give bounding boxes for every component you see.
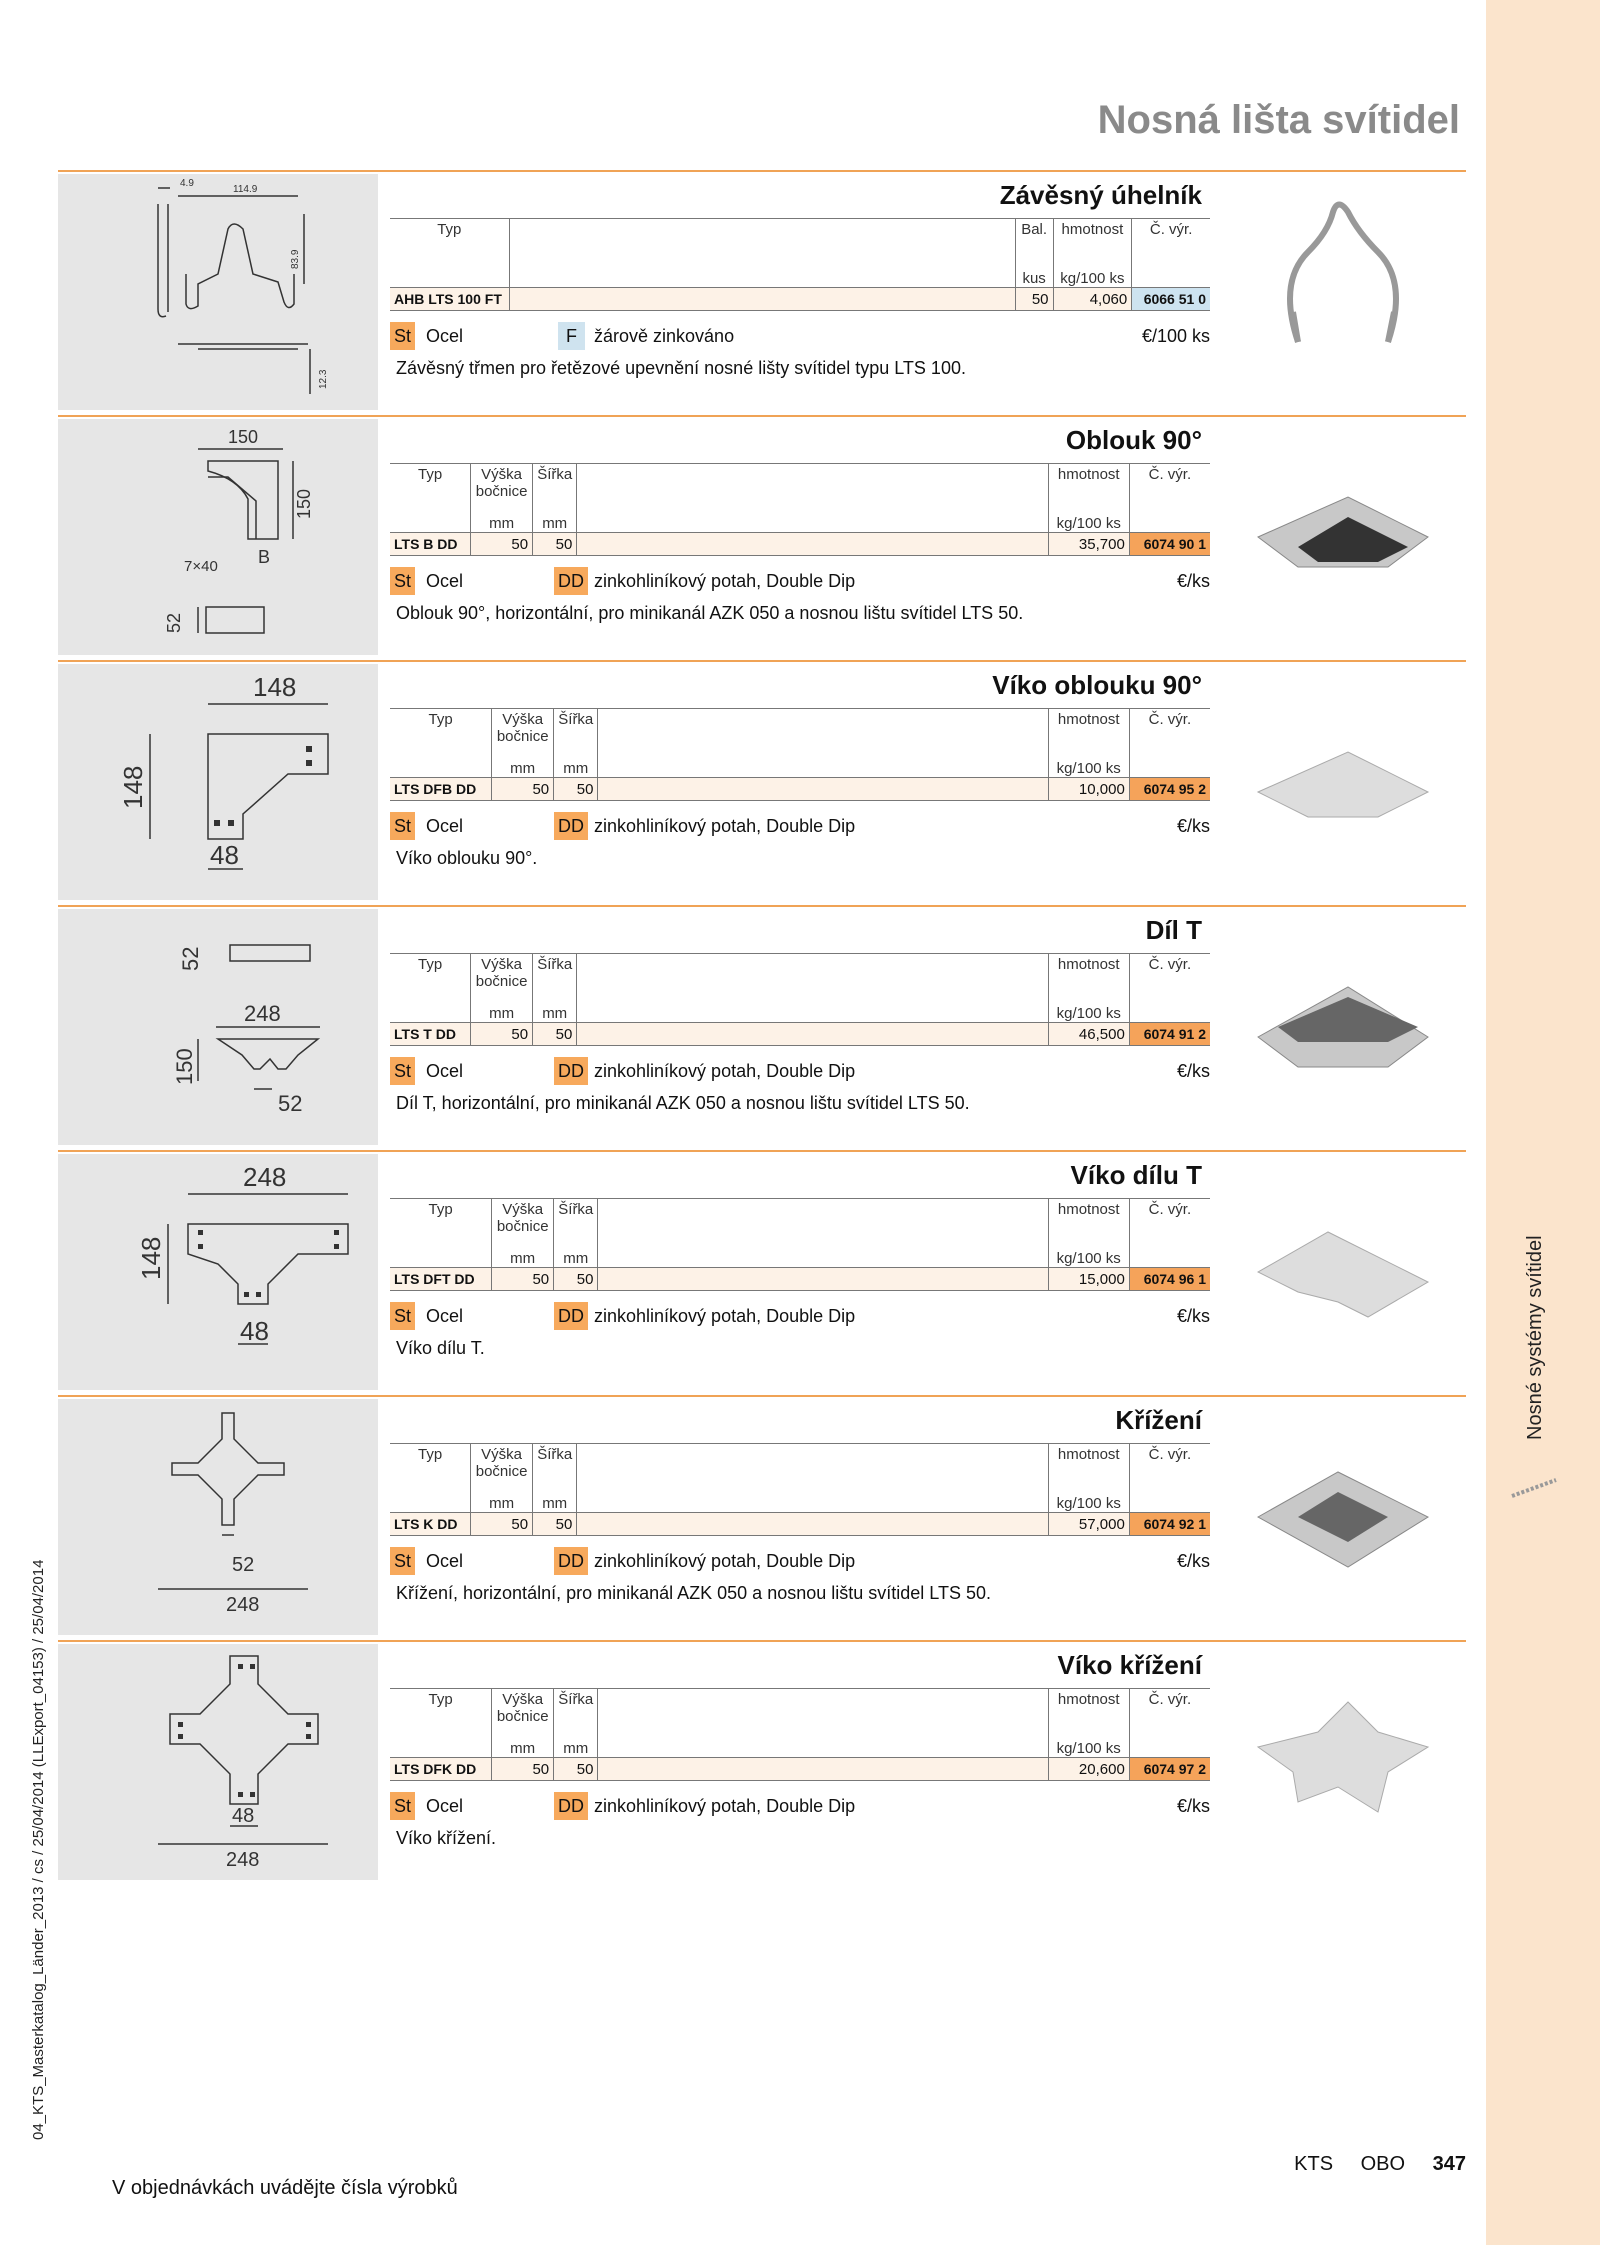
technical-drawing — [58, 174, 378, 410]
col-typ: Typ — [417, 466, 443, 483]
col-c3 — [598, 709, 1048, 760]
dim-label: 52 — [178, 946, 203, 971]
drawing-bend-cover — [58, 664, 378, 900]
material-text: Ocel — [426, 326, 464, 346]
col-vyska: Výška bočnice — [471, 1444, 533, 1495]
cell-bal: 50 — [1015, 288, 1053, 311]
col-cvyr: Č. výr. — [1129, 709, 1210, 760]
unit: mm — [533, 514, 577, 533]
dim-label: 7×40 — [184, 558, 218, 575]
unit: mm — [492, 759, 554, 778]
decorative-mark-icon — [1508, 1476, 1560, 1500]
finish-badge: DD — [554, 812, 588, 840]
unit: kg/100 ks — [1048, 1494, 1129, 1513]
cell — [598, 778, 1048, 801]
dim-label: 83.9 — [290, 249, 301, 269]
side-band — [1486, 0, 1600, 2245]
product-photo-bend — [1238, 437, 1448, 637]
dim-label: 114.9 — [233, 184, 258, 195]
material-badge: St — [390, 1302, 415, 1330]
finish-text: zinkohliníkový potah, Double Dip — [594, 571, 856, 591]
technical-drawing — [58, 1399, 378, 1635]
cell: 50 — [533, 533, 577, 556]
material-badge: St — [390, 812, 415, 840]
col-typ: Typ — [437, 221, 462, 238]
finish-badge: DD — [554, 567, 588, 595]
material-badge: St — [390, 1057, 415, 1085]
cell-article-number: 6074 92 1 — [1129, 1513, 1210, 1536]
material-row — [390, 812, 1210, 842]
table-row — [390, 1758, 1210, 1781]
dim-label: 12.3 — [318, 369, 329, 389]
col-typ: Typ — [428, 711, 453, 728]
drawing-cross — [58, 1399, 378, 1635]
unit: mm — [554, 1249, 598, 1268]
material-row — [390, 567, 1210, 597]
dim-label: 150 — [228, 427, 259, 447]
section-title: Křížení — [1115, 1405, 1202, 1435]
technical-drawing — [58, 1154, 378, 1390]
cell: 50 — [492, 778, 554, 801]
col-cvyr: Č. výr. — [1129, 1689, 1210, 1740]
col-hmotnost: hmotnost — [1048, 709, 1129, 760]
product-photo-cross-cover — [1238, 1662, 1448, 1862]
product-section — [58, 660, 1466, 909]
spec-table — [390, 708, 1210, 801]
table-row — [390, 288, 1210, 311]
table-row — [390, 1268, 1210, 1291]
section-title: Závěsný úhelník — [999, 180, 1202, 210]
spec-table — [390, 1198, 1210, 1291]
cell: 50 — [471, 1023, 533, 1046]
product-section — [58, 1395, 1466, 1644]
technical-drawing — [58, 909, 378, 1145]
price-unit: €/100 ks — [1141, 326, 1210, 346]
product-section — [58, 170, 1466, 419]
product-photo-t-cover — [1238, 1172, 1448, 1372]
cell: 50 — [492, 1758, 554, 1781]
cell: 50 — [492, 1268, 554, 1291]
col-c3 — [577, 954, 1048, 1005]
col-sirka: Šířka — [533, 954, 577, 1005]
section-title: Víko dílu T — [1070, 1160, 1202, 1190]
price-unit: €/ks — [1176, 1306, 1210, 1326]
material-row — [390, 1547, 1210, 1577]
product-photo-cross — [1238, 1417, 1448, 1617]
col-hmotnost: hmotnost — [1048, 464, 1129, 515]
product-section — [58, 905, 1466, 1154]
footer-info — [1272, 2153, 1466, 2176]
footer-note: V objednávkách uvádějte čísla výrobků — [112, 2177, 458, 2199]
dim-label: 52 — [164, 612, 184, 633]
product-section — [58, 1640, 1466, 1889]
col-hmotnost: hmotnost — [1048, 1199, 1129, 1250]
material-row — [390, 1057, 1210, 1087]
technical-drawing — [58, 419, 378, 655]
cell-hmotnost: 4,060 — [1053, 288, 1132, 311]
dim-label: 52 — [232, 1554, 255, 1576]
col-cvyr: Č. výr. — [1129, 464, 1210, 515]
finish-badge: DD — [554, 1792, 588, 1820]
col-typ: Typ — [428, 1691, 453, 1708]
unit: kus — [1015, 269, 1053, 288]
footer-company: OBO — [1360, 2153, 1406, 2175]
cell-article-number: 6066 51 0 — [1132, 288, 1210, 311]
cell — [598, 1758, 1048, 1781]
section-title: Díl T — [1145, 915, 1202, 945]
drawing-t-piece — [58, 909, 378, 1145]
section-title: Oblouk 90° — [1065, 425, 1202, 455]
material-row — [390, 1792, 1210, 1822]
cell-typ: LTS DFK DD — [390, 1758, 492, 1781]
cell-typ: LTS T DD — [390, 1023, 471, 1046]
material-row — [390, 322, 1210, 352]
cell — [577, 1023, 1048, 1046]
col-cvyr: Č. výr. — [1132, 219, 1210, 270]
finish-badge: DD — [554, 1547, 588, 1575]
product-section — [58, 415, 1466, 664]
finish-text: zinkohliníkový potah, Double Dip — [594, 1551, 856, 1571]
unit: mm — [492, 1739, 554, 1758]
spec-table — [390, 218, 1210, 311]
price-unit: €/ks — [1176, 816, 1210, 836]
col-hmotnost: hmotnost — [1048, 1444, 1129, 1495]
material-text: Ocel — [426, 571, 464, 591]
cell: 50 — [471, 533, 533, 556]
description: Víko dílu T. — [396, 1338, 485, 1358]
unit: mm — [471, 514, 533, 533]
material-row — [390, 1302, 1210, 1332]
unit: mm — [533, 1004, 577, 1023]
col-hmotnost: hmotnost — [1053, 219, 1132, 270]
cell-article-number: 6074 90 1 — [1129, 533, 1210, 556]
cell-hmotnost: 20,600 — [1048, 1758, 1129, 1781]
col-c2 — [1007, 219, 1016, 270]
spec-table — [390, 1443, 1210, 1536]
price-unit: €/ks — [1176, 571, 1210, 591]
drawing-t-cover — [58, 1154, 378, 1390]
col-typ: Typ — [417, 1446, 443, 1463]
page-title: Nosná lišta svítidel — [1097, 98, 1460, 142]
finish-text: zinkohliníkový potah, Double Dip — [594, 1306, 856, 1326]
unit: mm — [492, 1249, 554, 1268]
description: Křížení, horizontální, pro minikanál AZK 050 a nosnou lištu svítidel LTS 50. — [396, 1583, 991, 1603]
finish-badge: DD — [554, 1302, 588, 1330]
cell: 50 — [533, 1023, 577, 1046]
finish-text: žárově zinkováno — [594, 326, 735, 346]
cell: 50 — [554, 1758, 598, 1781]
cell: 50 — [554, 778, 598, 801]
cell-article-number: 6074 95 2 — [1129, 778, 1210, 801]
cell — [1007, 288, 1016, 311]
cell-article-number: 6074 91 2 — [1129, 1023, 1210, 1046]
unit — [509, 269, 1006, 288]
col-vyska: Výška bočnice — [492, 709, 554, 760]
finish-badge: DD — [554, 1057, 588, 1085]
col-vyska: Výška bočnice — [471, 464, 533, 515]
cell — [598, 1268, 1048, 1291]
dim-label: B — [258, 547, 271, 567]
unit: kg/100 ks — [1048, 1739, 1129, 1758]
col-sirka: Šířka — [554, 709, 598, 760]
col-typ: Typ — [428, 1201, 453, 1218]
unit: mm — [533, 1494, 577, 1513]
description: Díl T, horizontální, pro minikanál AZK 050 a nosnou lištu svítidel LTS 50. — [396, 1093, 970, 1113]
spec-table — [390, 463, 1210, 556]
material-text: Ocel — [426, 1551, 464, 1571]
cell-hmotnost: 15,000 — [1048, 1268, 1129, 1291]
col-cvyr: Č. výr. — [1129, 1199, 1210, 1250]
product-photo-t-piece — [1238, 927, 1448, 1127]
col-c3 — [577, 464, 1048, 515]
product-photo-bend-cover — [1238, 682, 1448, 882]
unit: kg/100 ks — [1048, 759, 1129, 778]
col-c3 — [577, 1444, 1048, 1495]
cell-typ: LTS B DD — [390, 533, 471, 556]
finish-text: zinkohliníkový potah, Double Dip — [594, 1796, 856, 1816]
col-c3 — [598, 1199, 1048, 1250]
unit: kg/100 ks — [1048, 514, 1129, 533]
material-text: Ocel — [426, 1306, 464, 1326]
table-row — [390, 1513, 1210, 1536]
dim-label: 248 — [244, 1001, 281, 1026]
description: Víko křížení. — [396, 1828, 497, 1848]
spec-table — [390, 953, 1210, 1046]
spec-table — [390, 1688, 1210, 1781]
dim-label: 4.9 — [180, 178, 194, 189]
price-unit: €/ks — [1176, 1796, 1210, 1816]
cell — [577, 533, 1048, 556]
finish-text: zinkohliníkový potah, Double Dip — [594, 816, 856, 836]
col-sirka: Šířka — [554, 1689, 598, 1740]
cell-article-number: 6074 96 1 — [1129, 1268, 1210, 1291]
material-badge: St — [390, 1547, 415, 1575]
unit: kg/100 ks — [1048, 1004, 1129, 1023]
technical-drawing — [58, 1644, 378, 1880]
cell-hmotnost: 35,700 — [1048, 533, 1129, 556]
cell — [509, 288, 1006, 311]
cell-hmotnost: 57,000 — [1048, 1513, 1129, 1536]
dim-label: 150 — [294, 488, 314, 519]
material-badge: St — [390, 1792, 415, 1820]
dim-label: 48 — [210, 840, 239, 870]
cell-article-number: 6074 97 2 — [1129, 1758, 1210, 1781]
dim-label: 148 — [118, 765, 148, 809]
cell-typ: LTS K DD — [390, 1513, 471, 1536]
unit: mm — [554, 1739, 598, 1758]
cell-hmotnost: 10,000 — [1048, 778, 1129, 801]
col-hmotnost: hmotnost — [1048, 1689, 1129, 1740]
col-sirka: Šířka — [533, 1444, 577, 1495]
dim-label: 150 — [172, 1048, 197, 1085]
col-sirka: Šířka — [554, 1199, 598, 1250]
unit: kg/100 ks — [1048, 1249, 1129, 1268]
cell: 50 — [554, 1268, 598, 1291]
dim-label: 248 — [243, 1162, 287, 1192]
dim-label: 248 — [226, 1849, 260, 1871]
col-vyska: Výška bočnice — [492, 1689, 554, 1740]
description: Oblouk 90°, horizontální, pro minikanál AZK 050 a nosnou lištu svítidel LTS 50. — [396, 603, 1024, 623]
unit: mm — [554, 759, 598, 778]
cell-typ: AHB LTS 100 FT — [390, 288, 509, 311]
cell: 50 — [471, 1513, 533, 1536]
cell-typ: LTS DFB DD — [390, 778, 492, 801]
unit — [1007, 269, 1016, 288]
drawing-cross-cover — [58, 1644, 378, 1880]
page-number: 347 — [1432, 2153, 1466, 2175]
col-typ: Typ — [417, 956, 443, 973]
col-hmotnost: hmotnost — [1048, 954, 1129, 1005]
product-photo-hanger — [1238, 192, 1448, 392]
col-sirka: Šířka — [533, 464, 577, 515]
unit: mm — [471, 1004, 533, 1023]
finish-text: zinkohliníkový potah, Double Dip — [594, 1061, 856, 1081]
price-unit: €/ks — [1176, 1061, 1210, 1081]
finish-badge: F — [558, 322, 585, 350]
technical-drawing — [58, 664, 378, 900]
table-row — [390, 533, 1210, 556]
table-row — [390, 778, 1210, 801]
col-vyska: Výška bočnice — [471, 954, 533, 1005]
col-c3: Bal. — [1015, 219, 1053, 270]
product-section — [58, 1150, 1466, 1399]
vertical-meta: 04_KTS_Masterkatalog_Länder_2013 / cs / 25/04/2014 (LLExport_04153) / 25/04/2014 — [30, 1559, 47, 2140]
unit: kg/100 ks — [1053, 269, 1132, 288]
material-badge: St — [390, 567, 415, 595]
cell — [577, 1513, 1048, 1536]
col-cvyr: Č. výr. — [1129, 954, 1210, 1005]
drawing-hanger-bracket — [58, 174, 378, 410]
side-label: Nosné systémy svítidel — [1524, 1235, 1546, 1440]
dim-label: 148 — [253, 672, 297, 702]
col-c3 — [598, 1689, 1048, 1740]
dim-label: 248 — [226, 1594, 260, 1616]
drawing-bend-90 — [58, 419, 378, 655]
material-text: Ocel — [426, 816, 464, 836]
col-c1 — [509, 219, 1006, 270]
unit: mm — [471, 1494, 533, 1513]
col-vyska: Výška bočnice — [492, 1199, 554, 1250]
dim-label: 148 — [136, 1236, 166, 1280]
description: Závěsný třmen pro řetězové upevnění nosné lišty svítidel typu LTS 100. — [396, 358, 966, 378]
col-cvyr: Č. výr. — [1129, 1444, 1210, 1495]
table-row — [390, 1023, 1210, 1046]
section-title: Víko oblouku 90° — [992, 670, 1202, 700]
dim-label: 52 — [278, 1091, 303, 1116]
dim-label: 48 — [232, 1805, 255, 1827]
cell-hmotnost: 46,500 — [1048, 1023, 1129, 1046]
cell-typ: LTS DFT DD — [390, 1268, 492, 1291]
material-text: Ocel — [426, 1061, 464, 1081]
material-text: Ocel — [426, 1796, 464, 1816]
material-badge: St — [390, 322, 415, 350]
price-unit: €/ks — [1176, 1551, 1210, 1571]
description: Víko oblouku 90°. — [396, 848, 538, 868]
cell: 50 — [533, 1513, 577, 1536]
dim-label: 48 — [240, 1316, 269, 1346]
footer-brand: KTS — [1294, 2153, 1334, 2175]
section-title: Víko křížení — [1057, 1650, 1202, 1680]
